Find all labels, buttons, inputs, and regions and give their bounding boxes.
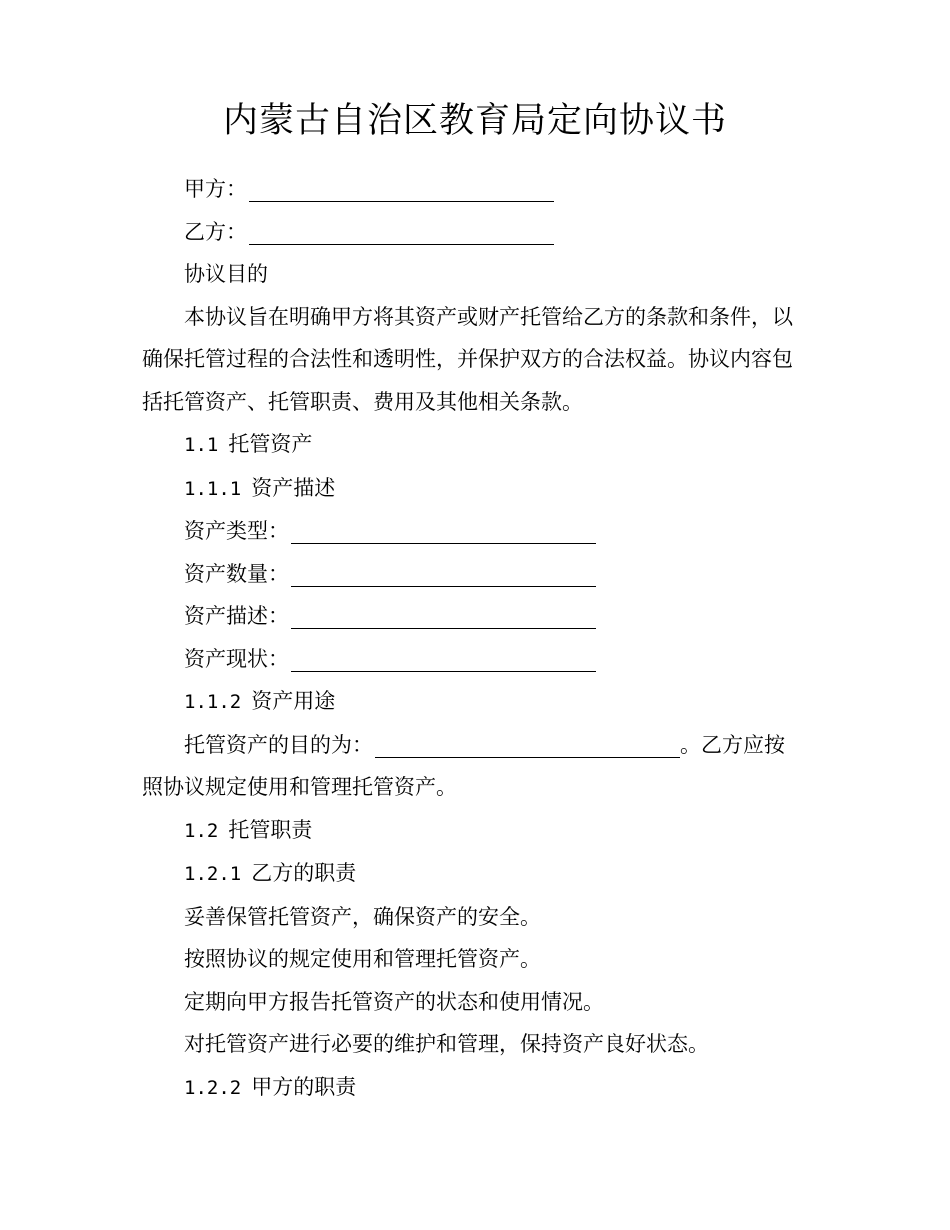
- section-1-2-1-heading: [142, 852, 802, 896]
- section-1-1-2-heading: [142, 680, 802, 724]
- party-b-label: 乙方：: [184, 219, 247, 244]
- section-number: 1.1: [184, 434, 219, 456]
- party-b-line: [142, 211, 802, 254]
- asset-description-line: [142, 595, 802, 638]
- section-title: 托管资产: [228, 432, 313, 456]
- duty-item: 对托管资产进行必要的维护和管理，保持资产良好状态。: [184, 1032, 709, 1056]
- usage-blank: [375, 731, 680, 758]
- section-1-1-1-heading: [142, 467, 802, 511]
- section-1-2-heading: [142, 809, 802, 853]
- asset-quantity-blank: [291, 560, 596, 587]
- asset-type-line: [142, 510, 802, 553]
- usage-text-before: 托管资产的目的为：: [184, 732, 373, 757]
- document-title: 内蒙古自治区教育局定向协议书: [222, 101, 727, 141]
- section-number: 1.1.2: [184, 691, 242, 713]
- party-a-line: [142, 168, 802, 211]
- section-number: 1.2: [184, 819, 219, 842]
- section-title: 资产用途: [251, 689, 336, 713]
- party-a-label: 甲方：: [184, 177, 247, 201]
- asset-status-blank: [291, 645, 596, 672]
- duty-item: 按照协议的规定使用和管理托管资产。: [184, 947, 541, 971]
- asset-type-label: 资产类型：: [184, 519, 289, 543]
- section-number: 1.2.1: [184, 863, 242, 885]
- usage-text-after: 。乙方应按照协议规定使用和管理托管资产。: [142, 732, 785, 799]
- duty-item: 定期向甲方报告托管资产的状态和使用情况。: [184, 989, 604, 1014]
- asset-quantity-label: 资产数量：: [184, 561, 289, 586]
- asset-description-blank: [291, 602, 596, 629]
- asset-quantity-line: [142, 553, 802, 596]
- party-a-blank: [249, 175, 554, 202]
- section-title: 乙方的职责: [251, 861, 357, 885]
- section-1-1-heading: [142, 423, 802, 467]
- party-b-blank: [249, 218, 554, 245]
- document-body: [142, 168, 802, 1109]
- section-number: 1.1.1: [184, 477, 242, 500]
- purpose-paragraph: 本协议旨在明确甲方将其资产或财产托管给乙方的条款和条件，以确保托管过程的合法性和透明性，并保护双方的合法权益。协议内容包括托管资产、托管职责、费用及其他相关条款。: [142, 304, 793, 414]
- asset-status-label: 资产现状：: [184, 646, 289, 671]
- duty-item: 妥善保管托管资产，确保资产的安全。: [184, 904, 541, 929]
- section-title: 甲方的职责: [251, 1074, 357, 1099]
- section-title: 资产描述: [251, 475, 336, 500]
- asset-status-line: [142, 638, 802, 681]
- section-1-2-2-heading: [142, 1066, 802, 1110]
- asset-description-label: 资产描述：: [184, 604, 289, 628]
- section-number: 1.2.2: [184, 1076, 242, 1099]
- asset-usage-paragraph: [142, 724, 802, 809]
- purpose-heading: 协议目的: [184, 262, 268, 286]
- asset-type-blank: [291, 517, 596, 544]
- section-title: 托管职责: [228, 817, 313, 842]
